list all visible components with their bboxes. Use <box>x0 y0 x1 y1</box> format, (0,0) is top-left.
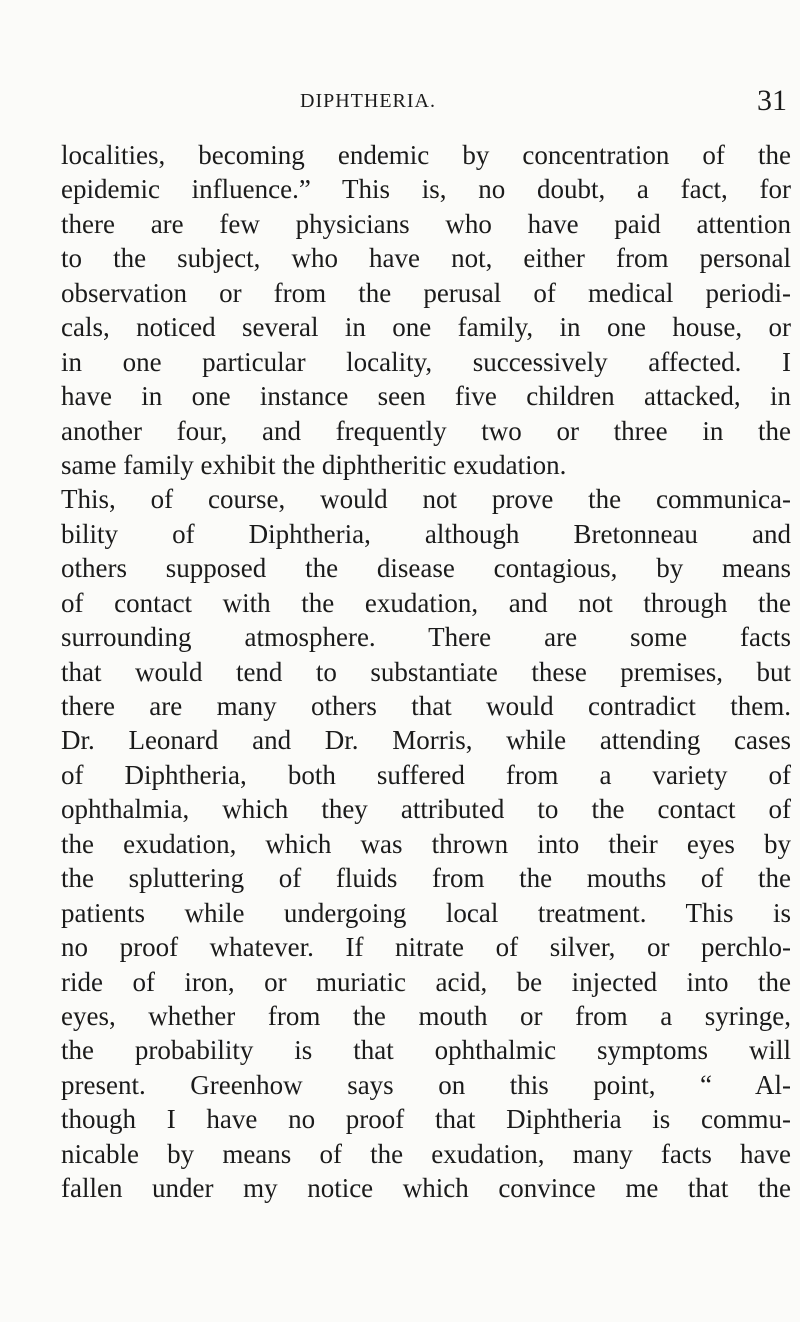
text-line: there are few physicians who have paid attention <box>61 208 791 239</box>
text-line: eyes, whether from the mouth or from a syringe, <box>61 1000 791 1031</box>
text-line: others supposed the disease contagious, by means <box>61 553 791 584</box>
text-line: that would tend to substantiate these premises, but <box>61 656 791 687</box>
text-line: ride of iron, or muriatic acid, be injected into the <box>61 966 791 997</box>
chapter-title: DIPHTHERIA. <box>300 90 436 112</box>
text-line: no proof whatever. If nitrate of silver, or perchlo- <box>61 932 791 963</box>
text-line: localities, becoming endemic by concentration of the <box>61 140 791 170</box>
text-line: cals, noticed several in one family, in one house, or <box>61 312 791 343</box>
text-line: same family exhibit the diphtheritic exudation. <box>61 449 567 480</box>
text-line: This, of course, would not prove the communica- <box>61 484 791 515</box>
text-line: fallen under my notice which convince me that the <box>61 1173 791 1204</box>
text-line: have in one instance seen five children attacked, in <box>61 381 791 412</box>
text-line: epidemic influence.” This is, no doubt, a fact, for <box>61 174 791 205</box>
page-number: 31 <box>757 84 787 117</box>
text-line: to the subject, who have not, either from personal <box>61 243 791 274</box>
body-text <box>61 138 791 1206</box>
text-line: ophthalmia, which they attributed to the contact of <box>61 794 791 825</box>
text-line: the probability is that ophthalmic symptoms will <box>61 1035 791 1066</box>
text-line: Dr. Leonard and Dr. Morris, while attending cases <box>61 725 791 756</box>
text-line: the exudation, which was thrown into their eyes by <box>61 828 791 859</box>
text-line: though I have no proof that Diphtheria is commu- <box>61 1104 791 1135</box>
text-line: bility of Diphtheria, although Bretonneau and <box>61 518 791 549</box>
text-line: in one particular locality, successively affected. I <box>61 346 791 377</box>
text-line: the spluttering of fluids from the mouths of the <box>61 863 791 894</box>
text-line: of Diphtheria, both suffered from a variety of <box>61 759 791 790</box>
text-line: present. Greenhow says on this point, “ Al- <box>61 1069 791 1100</box>
text-line: there are many others that would contradict them. <box>61 691 791 721</box>
text-line: patients while undergoing local treatment. This is <box>61 897 791 928</box>
text-line: surrounding atmosphere. There are some facts <box>61 622 791 653</box>
running-head <box>60 86 790 122</box>
text-line: another four, and frequently two or three in the <box>61 415 791 446</box>
text-line: observation or from the perusal of medical periodi- <box>61 277 791 308</box>
text-line: nicable by means of the exudation, many facts have <box>61 1138 791 1169</box>
text-line: of contact with the exudation, and not through the <box>61 587 791 618</box>
